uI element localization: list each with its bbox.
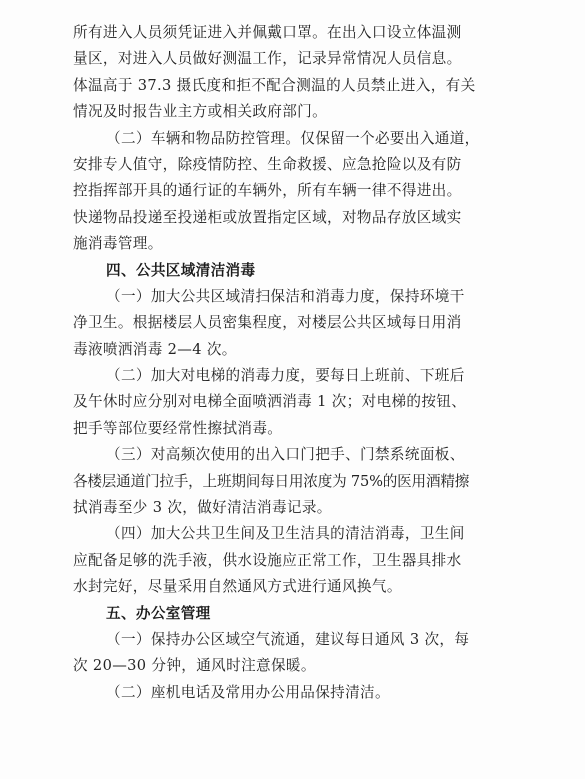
- text-line: 把手等部位要经常性擦拭消毒。: [73, 419, 283, 437]
- text-line: 施消毒管理。: [73, 235, 163, 253]
- text-line: 量区，对进入人员做好测温工作，记录异常情况人员信息。: [73, 50, 462, 68]
- text-line: 毒液喷洒消毒 2—4 次。: [73, 340, 237, 358]
- heading-text: 四、公共区域清洁消毒: [106, 261, 256, 279]
- text-line: （三）对高频次使用的出入口门把手、门禁系统面板、: [106, 446, 465, 464]
- text-line: （二）车辆和物品防控管理。仅保留一个必要出入通道，: [106, 129, 480, 147]
- text-line: 净卫生。根据楼层人员密集程度，对楼层公共区域每日用消: [73, 314, 462, 332]
- text-line: （二）座机电话及常用办公用品保持清洁。: [106, 683, 390, 701]
- text-line: （二）加大对电梯的消毒力度，要每日上班前、下班后: [106, 367, 465, 385]
- text-line: 次 20—30 分钟，通风时注意保暖。: [73, 657, 316, 675]
- text-line: 安排专人值守，除疫情防控、生命救援、应急抢险以及有防: [73, 155, 462, 173]
- paragraph-office-supplies: [73, 680, 555, 706]
- paragraph-restrooms: [73, 521, 555, 600]
- paragraph-door-handles: [73, 442, 555, 521]
- text-line: （四）加大公共卫生间及卫生洁具的清洁消毒，卫生间: [106, 525, 465, 543]
- paragraph-vehicle-control: [73, 126, 555, 258]
- paragraph-ventilation: [73, 627, 555, 680]
- text-line: 所有进入人员须凭证进入并佩戴口罩。在出入口设立体温测: [73, 24, 462, 41]
- text-line: 体温高于 37.3 摄氏度和拒不配合测温的人员禁止进入，有关: [73, 76, 476, 94]
- heading-text: 五、办公室管理: [106, 604, 211, 622]
- paragraph-elevator-disinfection: [73, 363, 555, 442]
- paragraph-public-cleaning: [73, 284, 555, 363]
- text-line: 快递物品投递至投递柜或放置指定区域，对物品存放区域实: [73, 208, 462, 226]
- text-line: （一）保持办公区域空气流通，建议每日通风 3 次，每: [106, 630, 470, 648]
- text-line: （一）加大公共区域清扫保洁和消毒力度，保持环境干: [106, 287, 465, 305]
- paragraph-entry-control: [73, 20, 555, 126]
- text-line: 应配备足够的洗手液，供水设施应正常工作，卫生器具排水: [73, 551, 462, 569]
- text-line: 控指挥部开具的通行证的车辆外，所有车辆一律不得进出。: [73, 182, 462, 200]
- section-heading-public-area: [73, 258, 555, 284]
- text-line: 各楼层通道门拉手，上班期间每日用浓度为 75%的医用酒精擦: [73, 472, 470, 490]
- text-line: 情况及时报告业主方或相关政府部门。: [73, 103, 328, 121]
- text-line: 拭消毒至少 3 次，做好清洁消毒记录。: [73, 499, 332, 517]
- section-heading-office: [73, 601, 555, 627]
- text-line: 水封完好，尽量采用自然通风方式进行通风换气。: [73, 578, 402, 596]
- text-line: 及午休时应分别对电梯全面喷洒消毒 1 次；对电梯的按钮、: [73, 393, 467, 411]
